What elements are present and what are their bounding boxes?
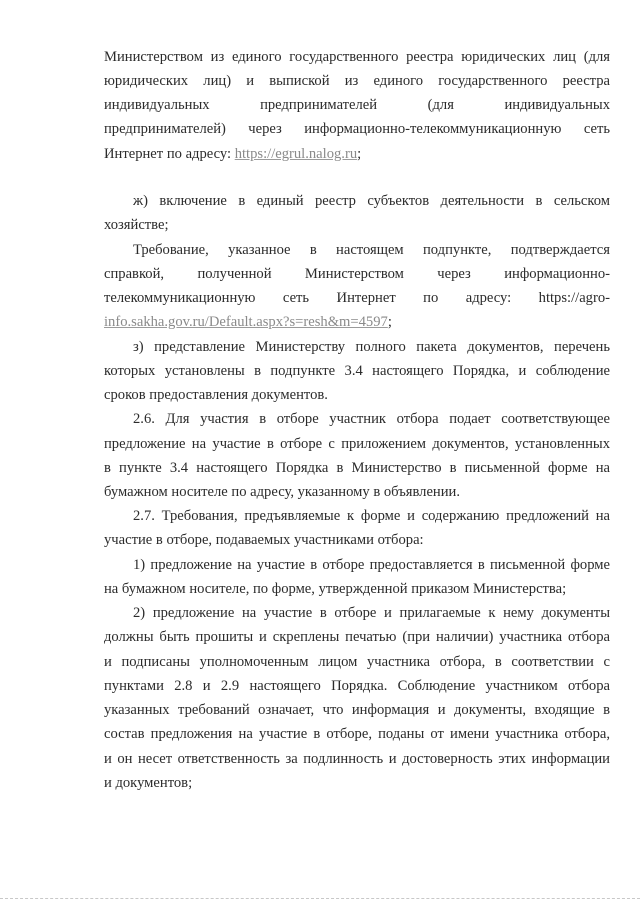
page-bottom-divider <box>0 898 640 899</box>
text-line <box>133 241 610 259</box>
text-line <box>104 145 610 163</box>
text-line-content: сроков предоставления документов. <box>104 387 328 403</box>
text-line-content: з) представление Министерству полного пакета документов, перечень <box>133 339 610 355</box>
text-line <box>104 289 610 307</box>
text-line-content: 2.7. Требования, предъявляемые к форме и содержанию предложений на <box>133 508 610 524</box>
text-line-content: предложение на участие в отборе с приложением документов, установленных <box>104 436 610 452</box>
text-line-content: Министерством из единого государственного реестра юридических лиц (для <box>104 49 610 65</box>
text-line <box>104 750 610 768</box>
text-line <box>133 556 610 574</box>
text-line <box>104 725 610 743</box>
text-line-punctuation: ; <box>387 314 392 330</box>
text-line <box>133 604 610 622</box>
text-line <box>133 410 610 428</box>
text-line-content: Требование, указанное в настоящем подпункте, подтверждается <box>133 242 610 258</box>
text-line-content: бумажном носителе по адресу, указанному в объявлении. <box>104 484 461 500</box>
text-line <box>104 580 610 598</box>
text-line-content: и документов; <box>104 775 193 791</box>
text-line-content: в пункте 3.4 настоящего Порядка в Министерство в письменной форме на <box>104 460 610 476</box>
text-line-content: должны быть прошиты и скреплены печатью (при наличии) участника отбора <box>104 629 610 645</box>
text-line-content: которых установлены в подпункте 3.4 настоящего Порядка, и соблюдение <box>104 363 610 379</box>
text-line <box>104 48 610 66</box>
text-line <box>104 96 610 114</box>
text-line-content: юридических лиц) и выпиской из единого государственного реестра <box>104 73 610 89</box>
text-line <box>104 653 610 671</box>
text-line-content: Интернет по адресу: <box>104 146 235 162</box>
text-line <box>104 72 610 90</box>
text-line <box>104 435 610 453</box>
text-line <box>104 459 610 477</box>
text-line <box>104 774 610 792</box>
text-line <box>133 192 610 210</box>
text-line-punctuation: ; <box>357 146 362 162</box>
hyperlink[interactable]: info.sakha.gov.ru/Default.aspx?s=resh&m=4597 <box>104 314 388 330</box>
text-line <box>104 120 610 138</box>
text-line <box>104 386 610 404</box>
text-line <box>104 531 610 549</box>
text-line <box>104 362 610 380</box>
text-line-content: предпринимателей) через информационно-телекоммуникационную сеть <box>104 121 610 137</box>
text-line-content: ж) включение в единый реестр субъектов деятельности в сельском <box>133 193 610 209</box>
text-line-content: участие в отборе, подаваемых участниками отбора: <box>104 532 424 548</box>
text-line-content: и подписаны уполномоченным лицом участника отбора, в соответствии с <box>104 654 610 670</box>
text-line-content: 2) предложение на участие в отборе и прилагаемые к нему документы <box>133 605 610 621</box>
text-line-content: указанных требований означает, что информация и документы, входящие в <box>104 702 610 718</box>
text-line-content: на бумажном носителе, по форме, утвержденной приказом Министерства; <box>104 581 567 597</box>
text-line <box>104 677 610 695</box>
text-line-content: индивидуальных предпринимателей (для индивидуальных <box>104 97 610 113</box>
text-line <box>133 338 610 356</box>
text-line-content: 1) предложение на участие в отборе предоставляется в письменной форме <box>133 557 610 573</box>
text-line <box>104 216 610 234</box>
text-line <box>133 507 610 525</box>
text-line <box>104 483 610 501</box>
text-line-content: и он несет ответственность за подлинность и достоверность этих информации <box>104 751 610 767</box>
hyperlink[interactable]: https://egrul.nalog.ru <box>234 146 358 162</box>
text-line <box>104 701 610 719</box>
text-line <box>104 265 610 283</box>
text-line-content: состав предложения на участие в отборе, поданы от имени участника отбора, <box>104 726 610 742</box>
text-line-content: пунктами 2.8 и 2.9 настоящего Порядка. Соблюдение участником отбора <box>104 678 610 694</box>
text-line-content: 2.6. Для участия в отборе участник отбора подает соответствующее <box>133 411 610 427</box>
text-line <box>104 313 610 331</box>
text-line <box>104 628 610 646</box>
text-line-content: справкой, полученной Министерством через информационно- <box>104 266 610 282</box>
text-line-content: телекоммуникационную сеть Интернет по адресу: https://agro- <box>104 290 610 306</box>
text-line-content: хозяйстве; <box>104 217 169 233</box>
